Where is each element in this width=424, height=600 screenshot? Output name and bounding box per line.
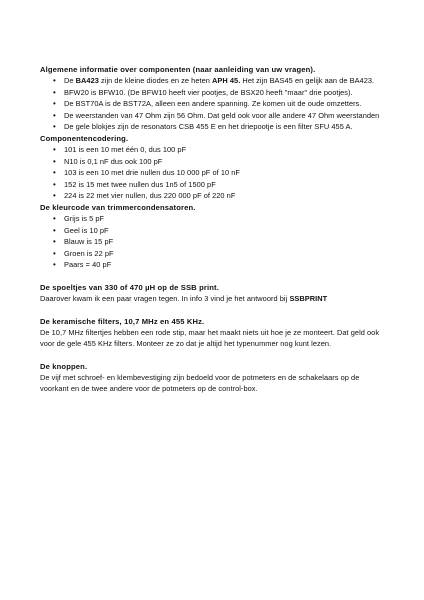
- bold-term: SSBPRINT: [289, 293, 328, 303]
- general-info-list: [40, 75, 384, 133]
- spacer: [40, 305, 384, 316]
- component-coding-list: [40, 144, 384, 202]
- document-content: [40, 64, 384, 395]
- section-heading-ceramic-filters: De keramische filters, 10,7 MHz en 455 KHz.: [40, 316, 205, 326]
- knobs-paragraph: De vijf met schroef- en klembevestiging zijn bedoeld voor de potmeters en de schakelaars op de voorkant en de twee andere voor de potmeters op de control-box.: [40, 372, 360, 394]
- text-fragment: Het zijn BAS45 en gelijk aan de BA423.: [240, 76, 375, 85]
- section-heading-component-coding: Componentencodering.: [40, 133, 129, 143]
- trimmer-color-list: [40, 213, 384, 271]
- list-item: • Paars = 40 pF: [64, 259, 384, 271]
- list-item: • 103 is een 10 met drie nullen dus 10 000 pF of 10 nF: [64, 167, 384, 179]
- list-item: • 224 is 22 met vier nullen, dus 220 000 pF of 220 nF: [64, 190, 384, 202]
- list-item: • De BST70A is de BST72A, alleen een andere spanning. Ze komen uit de oude omzetters.: [64, 98, 384, 110]
- ceramic-filters-paragraph: De 10,7 MHz filtertjes hebben een rode stip, maar het maakt niets uit hoe je ze monteert. Dat geld ook voor de gele 455 KHz filters. Monteer ze zo dat je altijd het typenummer nog kunt lezen.: [40, 327, 380, 349]
- list-item: • Grijs is 5 pF: [64, 213, 384, 225]
- bold-term: APH 45.: [212, 76, 241, 85]
- text-fragment: zijn de kleine diodes en ze heten: [98, 76, 213, 85]
- spacer: [40, 350, 384, 361]
- bold-term: BA423: [75, 76, 99, 85]
- spacer: [40, 271, 384, 282]
- list-item: • Groen is 22 pF: [64, 248, 384, 260]
- list-item: • Blauw is 15 pF: [64, 236, 384, 248]
- list-item: • N10 is 0,1 nF dus ook 100 pF: [64, 156, 384, 168]
- coils-paragraph: [40, 293, 384, 305]
- section-heading-coils: De spoeltjes van 330 of 470 µH op de SSB print.: [40, 282, 219, 292]
- text-fragment: De: [64, 76, 76, 85]
- list-item: [64, 75, 384, 87]
- section-heading-trimmer-colors: De kleurcode van trimmercondensatoren.: [40, 202, 196, 212]
- list-item: • 152 is 15 met twee nullen dus 1n5 of 1500 pF: [64, 179, 384, 191]
- list-item: • De gele blokjes zijn de resonators CSB 455 E en het driepootje is een filter SFU 455 A.: [64, 121, 384, 133]
- section-heading-general-info: Algemene informatie over componenten (naar aanleiding van uw vragen).: [40, 65, 316, 74]
- list-item: • Geel is 10 pF: [64, 225, 384, 237]
- list-item: • De weerstanden van 47 Ohm zijn 56 Ohm. Dat geld ook voor alle andere 47 Ohm weerstanden: [64, 110, 384, 122]
- list-item: • BFW20 is BFW10. (De BFW10 heeft vier pootjes, de BSX20 heeft "maar" drie pootjes).: [64, 87, 384, 99]
- section-heading-knobs: De knoppen.: [40, 361, 88, 371]
- text-fragment: Daarover kwam ik een paar vragen tegen. In info 3 vind je het antwoord bij: [40, 293, 290, 303]
- list-item: • 101 is een 10 met één 0, dus 100 pF: [64, 144, 384, 156]
